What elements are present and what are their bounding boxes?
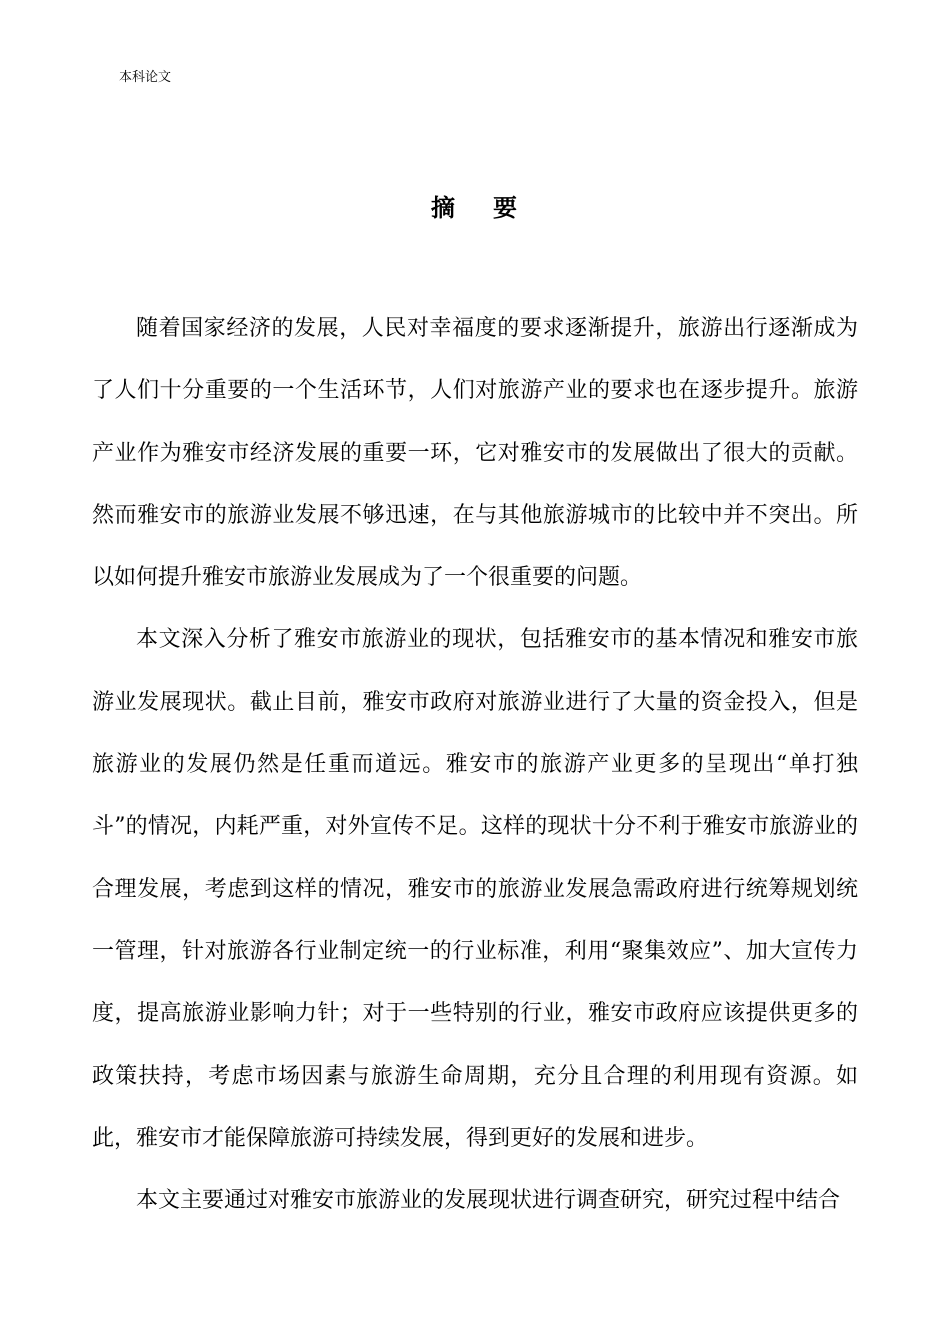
abstract-title-char-1: 摘	[431, 194, 457, 222]
abstract-title	[0, 190, 950, 226]
abstract-body	[92, 298, 858, 1232]
abstract-title-char-2: 要	[493, 194, 519, 222]
abstract-paragraph-3: 本文主要通过对雅安市旅游业的发展现状进行调查研究，研究过程中结合	[136, 1188, 841, 1214]
abstract-paragraph-2: 本文深入分析了雅安市旅游业的现状，包括雅安市的基本情况和雅安市旅游业发展现状。截止目前，雅安市政府对旅游业进行了大量的资金投入，但是旅游业的发展仍然是任重而道远。雅安市的旅游产业更多的呈现出“单打独斗”的情况，内耗严重，对外宣传不足。这样的现状十分不利于雅安市旅游业的合理发展，考虑到这样的情况，雅安市的旅游业发展急需政府进行统筹规划统一管理，针对旅游各行业制定统一的行业标准，利用“聚集效应”、加大宣传力度，提高旅游业影响力针；对于一些特别的行业，雅安市政府应该提供更多的政策扶持，考虑市场因素与旅游生命周期，充分且合理的利用现有资源。如此，雅安市才能保障旅游可持续发展，得到更好的发展和进步。	[92, 627, 858, 1151]
abstract-paragraph-1: 随着国家经济的发展，人民对幸福度的要求逐渐提升，旅游出行逐渐成为了人们十分重要的一个生活环节，人们对旅游产业的要求也在逐步提升。旅游产业作为雅安市经济发展的重要一环，它对雅安市的发展做出了很大的贡献。然而雅安市的旅游业发展不够迅速，在与其他旅游城市的比较中并不突出。所以如何提升雅安市旅游业发展成为了一个很重要的问题。	[92, 316, 858, 591]
document-header-label: 本科论文	[119, 70, 172, 85]
